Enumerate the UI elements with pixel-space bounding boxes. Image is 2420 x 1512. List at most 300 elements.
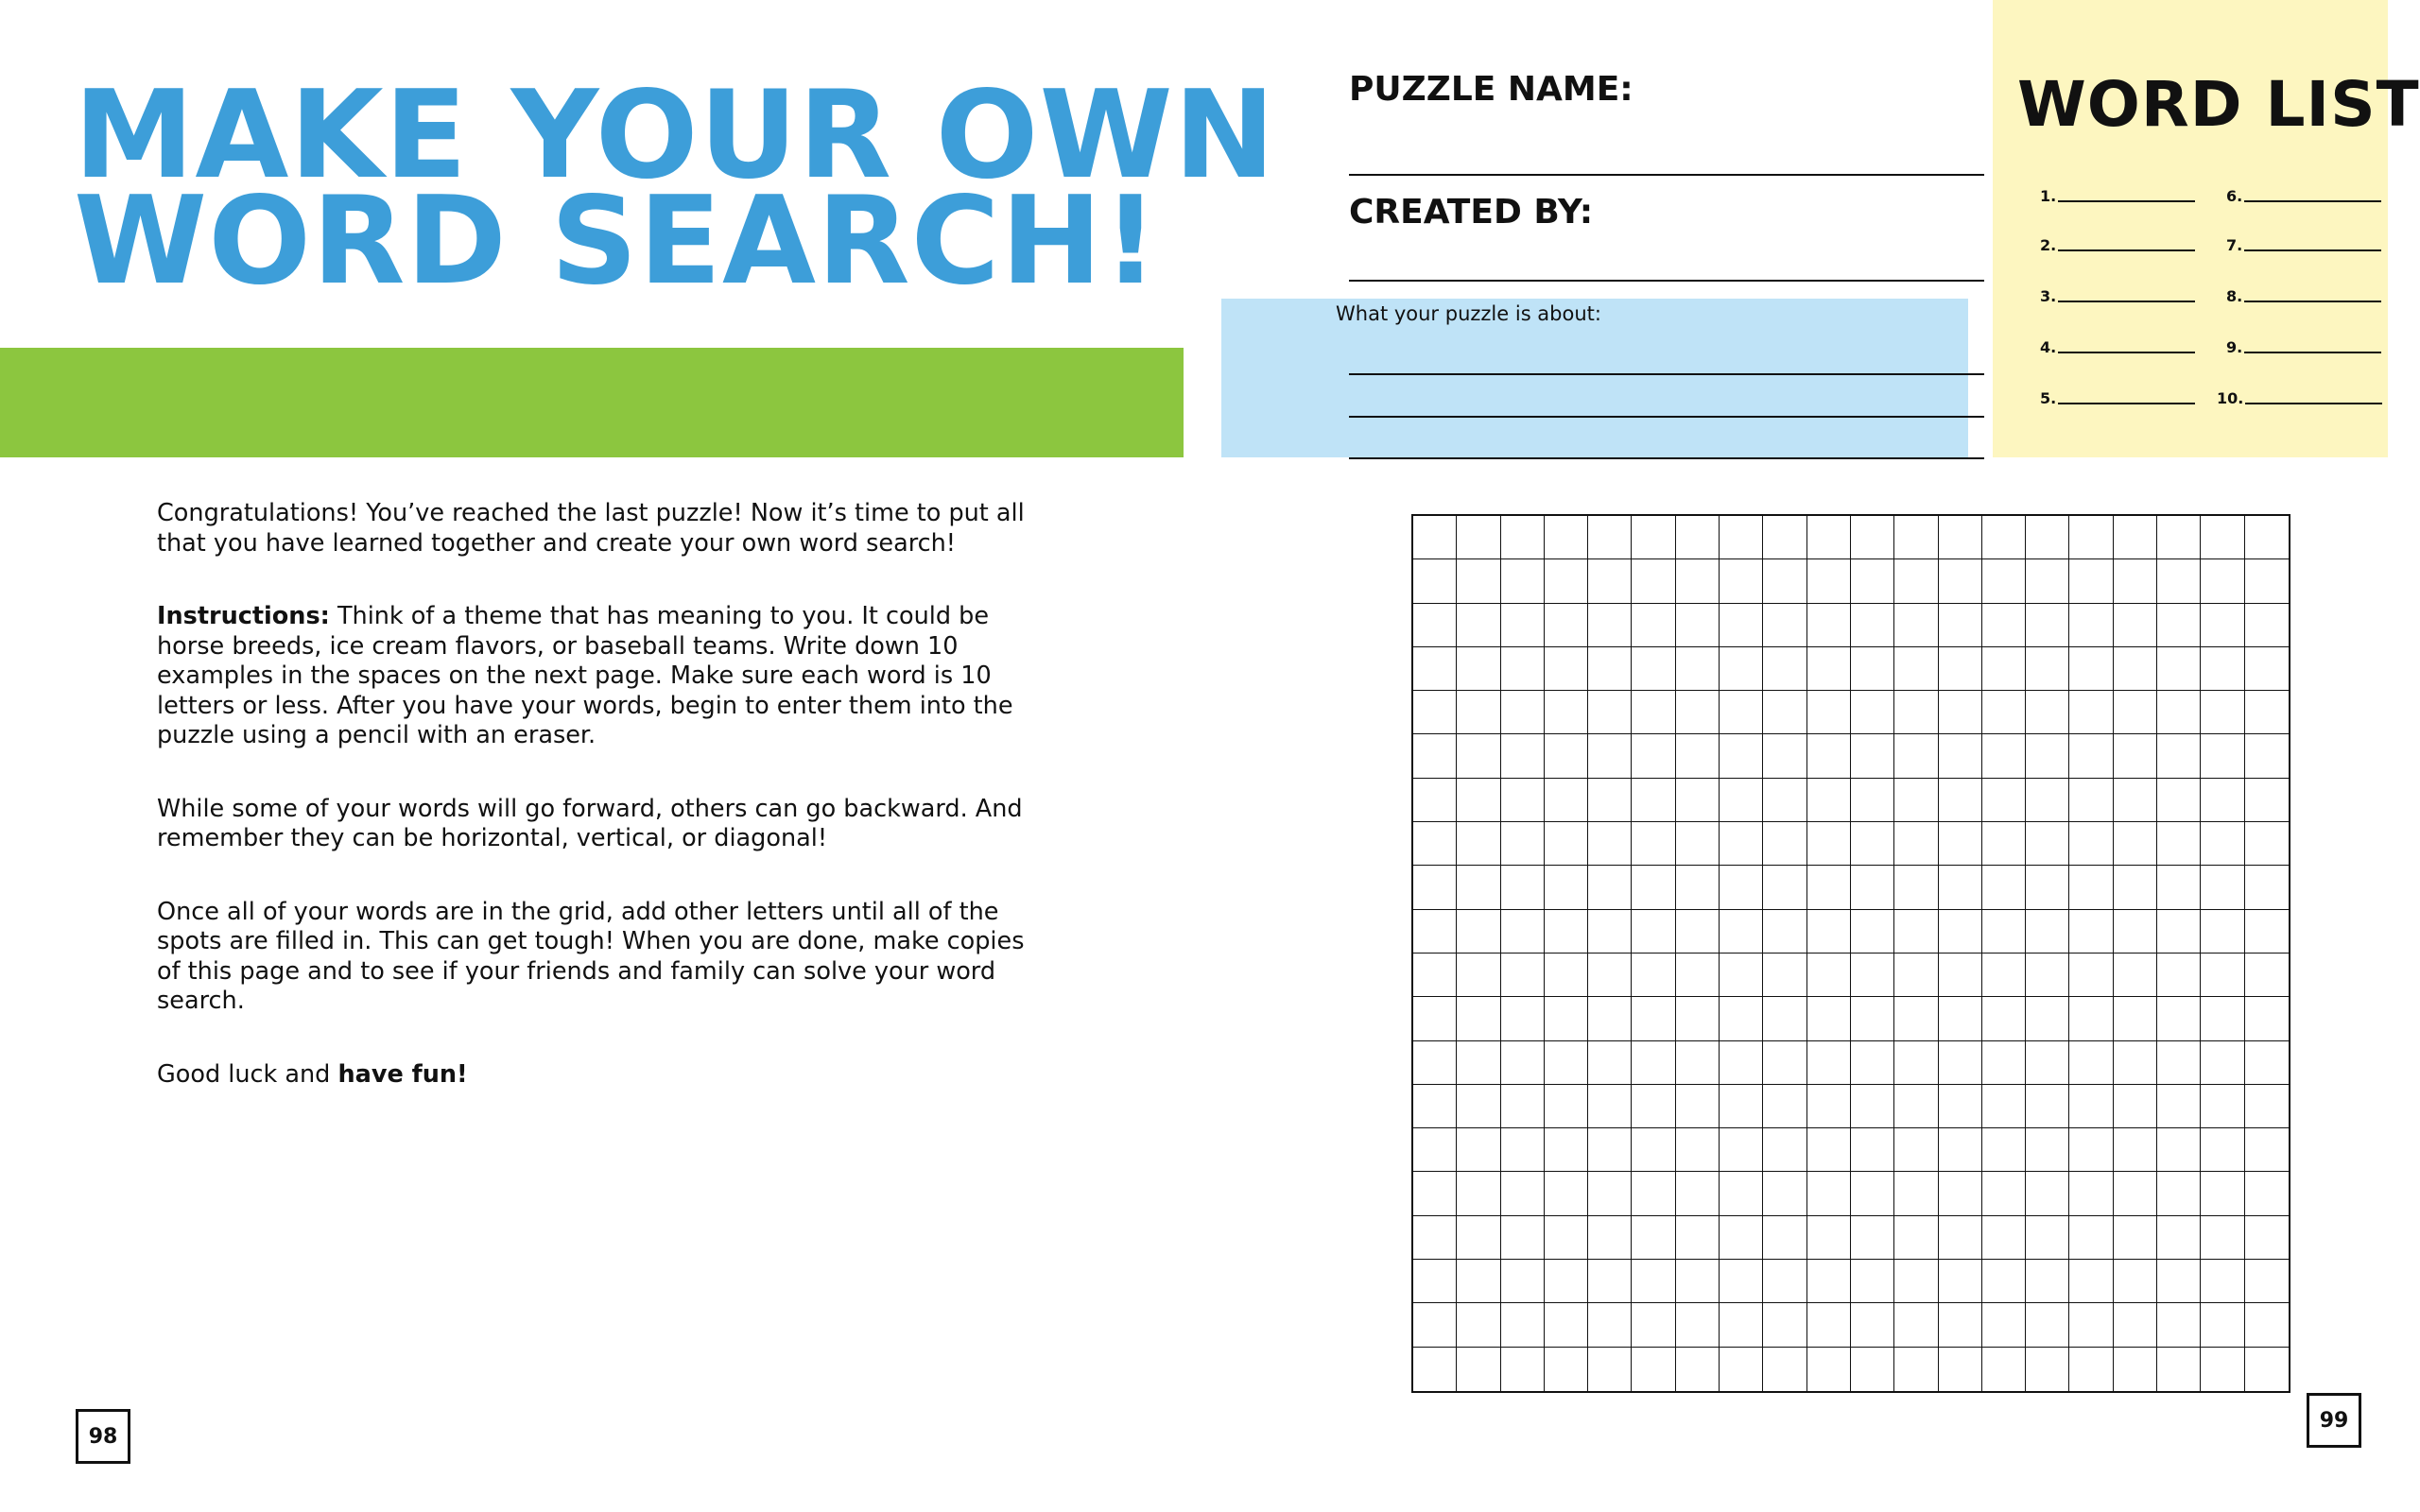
grid-cell[interactable] [1457, 647, 1500, 691]
grid-cell[interactable] [1588, 997, 1632, 1040]
grid-cell[interactable] [1894, 604, 1938, 647]
grid-cell[interactable] [2245, 910, 2289, 954]
grid-cell[interactable] [2026, 1303, 2069, 1347]
grid-cell[interactable] [1720, 1260, 1763, 1303]
grid-cell[interactable] [1545, 779, 1588, 822]
grid-cell[interactable] [2157, 1216, 2201, 1260]
grid-cell[interactable] [1939, 559, 1982, 603]
grid-cell[interactable] [1720, 910, 1763, 954]
grid-cell[interactable] [2069, 691, 2113, 734]
grid-cell[interactable] [2026, 954, 2069, 997]
grid-cell[interactable] [1457, 779, 1500, 822]
grid-cell[interactable] [2201, 647, 2244, 691]
grid-cell[interactable] [1939, 997, 1982, 1040]
grid-cell[interactable] [1807, 822, 1851, 866]
grid-cell[interactable] [1851, 1128, 1894, 1172]
grid-cell[interactable] [1807, 559, 1851, 603]
grid-cell[interactable] [1982, 910, 2026, 954]
grid-cell[interactable] [1501, 647, 1545, 691]
grid-cell[interactable] [1982, 1216, 2026, 1260]
grid-cell[interactable] [2114, 1303, 2157, 1347]
grid-cell[interactable] [1851, 604, 1894, 647]
grid-cell[interactable] [1501, 1041, 1545, 1085]
grid-cell[interactable] [1501, 822, 1545, 866]
grid-cell[interactable] [1676, 604, 1720, 647]
grid-cell[interactable] [1939, 822, 1982, 866]
grid-cell[interactable] [2026, 866, 2069, 909]
word-list-item-7[interactable] [2226, 238, 2381, 253]
grid-cell[interactable] [1588, 1172, 1632, 1215]
grid-cell[interactable] [2245, 1260, 2289, 1303]
grid-cell[interactable] [2201, 1260, 2244, 1303]
grid-cell[interactable] [1501, 1216, 1545, 1260]
word-list-line[interactable] [2058, 301, 2195, 302]
grid-cell[interactable] [1807, 1348, 1851, 1391]
grid-cell[interactable] [1894, 1216, 1938, 1260]
grid-cell[interactable] [1632, 604, 1675, 647]
grid-cell[interactable] [1413, 779, 1457, 822]
grid-cell[interactable] [1545, 1260, 1588, 1303]
grid-cell[interactable] [2069, 822, 2113, 866]
grid-cell[interactable] [2114, 822, 2157, 866]
grid-cell[interactable] [1413, 1303, 1457, 1347]
grid-cell[interactable] [1851, 779, 1894, 822]
grid-cell[interactable] [2026, 1172, 2069, 1215]
grid-cell[interactable] [1501, 1348, 1545, 1391]
grid-cell[interactable] [1501, 559, 1545, 603]
grid-cell[interactable] [1763, 1085, 1806, 1128]
grid-cell[interactable] [1632, 1041, 1675, 1085]
grid-cell[interactable] [1413, 1041, 1457, 1085]
grid-cell[interactable] [1545, 954, 1588, 997]
grid-cell[interactable] [1457, 1172, 1500, 1215]
grid-cell[interactable] [1545, 604, 1588, 647]
grid-cell[interactable] [1501, 1303, 1545, 1347]
grid-cell[interactable] [2157, 1041, 2201, 1085]
grid-cell[interactable] [2201, 997, 2244, 1040]
grid-cell[interactable] [2114, 1216, 2157, 1260]
grid-cell[interactable] [2114, 910, 2157, 954]
grid-cell[interactable] [1763, 516, 1806, 559]
grid-cell[interactable] [2201, 604, 2244, 647]
grid-cell[interactable] [1807, 1216, 1851, 1260]
grid-cell[interactable] [1676, 1260, 1720, 1303]
grid-cell[interactable] [1676, 910, 1720, 954]
word-list-item-10[interactable] [2217, 391, 2382, 406]
grid-cell[interactable] [1894, 1348, 1938, 1391]
grid-cell[interactable] [2069, 997, 2113, 1040]
grid-cell[interactable] [1982, 1041, 2026, 1085]
grid-cell[interactable] [1501, 734, 1545, 778]
grid-cell[interactable] [1982, 516, 2026, 559]
grid-cell[interactable] [1894, 1260, 1938, 1303]
grid-cell[interactable] [2201, 954, 2244, 997]
grid-cell[interactable] [2069, 559, 2113, 603]
grid-cell[interactable] [1851, 822, 1894, 866]
grid-cell[interactable] [1588, 604, 1632, 647]
grid-cell[interactable] [1982, 1085, 2026, 1128]
grid-cell[interactable] [1807, 516, 1851, 559]
grid-cell[interactable] [1894, 1303, 1938, 1347]
grid-cell[interactable] [1588, 647, 1632, 691]
word-list-line[interactable] [2244, 301, 2381, 302]
grid-cell[interactable] [2245, 997, 2289, 1040]
grid-cell[interactable] [1457, 822, 1500, 866]
grid-cell[interactable] [1588, 1085, 1632, 1128]
grid-cell[interactable] [2201, 1128, 2244, 1172]
grid-cell[interactable] [1545, 647, 1588, 691]
grid-cell[interactable] [1807, 866, 1851, 909]
grid-cell[interactable] [1413, 997, 1457, 1040]
grid-cell[interactable] [1763, 734, 1806, 778]
grid-cell[interactable] [1413, 1085, 1457, 1128]
grid-cell[interactable] [2069, 604, 2113, 647]
grid-cell[interactable] [2245, 1216, 2289, 1260]
word-list-line[interactable] [2058, 403, 2195, 404]
grid-cell[interactable] [1851, 997, 1894, 1040]
grid-cell[interactable] [2069, 866, 2113, 909]
grid-cell[interactable] [1763, 1172, 1806, 1215]
grid-cell[interactable] [1807, 954, 1851, 997]
grid-cell[interactable] [1763, 559, 1806, 603]
grid-cell[interactable] [1807, 734, 1851, 778]
grid-cell[interactable] [1632, 1085, 1675, 1128]
grid-cell[interactable] [1545, 691, 1588, 734]
grid-cell[interactable] [2201, 1041, 2244, 1085]
grid-cell[interactable] [1720, 647, 1763, 691]
grid-cell[interactable] [2069, 734, 2113, 778]
grid-cell[interactable] [1632, 954, 1675, 997]
grid-cell[interactable] [1894, 734, 1938, 778]
grid-cell[interactable] [1501, 954, 1545, 997]
grid-cell[interactable] [1676, 647, 1720, 691]
grid-cell[interactable] [2114, 516, 2157, 559]
grid-cell[interactable] [1457, 691, 1500, 734]
grid-cell[interactable] [1763, 866, 1806, 909]
grid-cell[interactable] [1457, 910, 1500, 954]
grid-cell[interactable] [1588, 1041, 1632, 1085]
grid-cell[interactable] [1413, 604, 1457, 647]
grid-cell[interactable] [1632, 1348, 1675, 1391]
grid-cell[interactable] [2069, 1303, 2113, 1347]
grid-cell[interactable] [1894, 647, 1938, 691]
grid-cell[interactable] [2201, 734, 2244, 778]
grid-cell[interactable] [2245, 1303, 2289, 1347]
grid-cell[interactable] [1982, 691, 2026, 734]
grid-cell[interactable] [2157, 1348, 2201, 1391]
grid-cell[interactable] [2114, 734, 2157, 778]
grid-cell[interactable] [2069, 1041, 2113, 1085]
grid-cell[interactable] [2245, 1128, 2289, 1172]
grid-cell[interactable] [1501, 866, 1545, 909]
grid-cell[interactable] [1632, 516, 1675, 559]
word-list-line[interactable] [2244, 352, 2381, 353]
grid-cell[interactable] [2157, 1260, 2201, 1303]
word-list-item-1[interactable] [2040, 189, 2195, 204]
grid-cell[interactable] [1807, 1260, 1851, 1303]
grid-cell[interactable] [1939, 604, 1982, 647]
grid-cell[interactable] [2201, 691, 2244, 734]
grid-cell[interactable] [1632, 559, 1675, 603]
grid-cell[interactable] [1545, 516, 1588, 559]
grid-cell[interactable] [1676, 559, 1720, 603]
grid-cell[interactable] [1588, 1303, 1632, 1347]
grid-cell[interactable] [1851, 954, 1894, 997]
grid-cell[interactable] [2245, 779, 2289, 822]
grid-cell[interactable] [1501, 1172, 1545, 1215]
grid-cell[interactable] [1545, 997, 1588, 1040]
grid-cell[interactable] [1501, 691, 1545, 734]
word-list-item-3[interactable] [2040, 289, 2195, 304]
grid-cell[interactable] [2157, 779, 2201, 822]
grid-cell[interactable] [1939, 647, 1982, 691]
grid-cell[interactable] [1894, 822, 1938, 866]
grid-cell[interactable] [2026, 822, 2069, 866]
grid-cell[interactable] [1851, 1348, 1894, 1391]
grid-cell[interactable] [1545, 1128, 1588, 1172]
grid-cell[interactable] [2114, 647, 2157, 691]
grid-cell[interactable] [2157, 954, 2201, 997]
grid-cell[interactable] [1632, 691, 1675, 734]
grid-cell[interactable] [1501, 516, 1545, 559]
grid-cell[interactable] [1763, 1216, 1806, 1260]
grid-cell[interactable] [2245, 734, 2289, 778]
puzzle-name-line[interactable] [1349, 174, 1984, 176]
grid-cell[interactable] [1676, 1216, 1720, 1260]
grid-cell[interactable] [1676, 1128, 1720, 1172]
grid-cell[interactable] [1457, 1216, 1500, 1260]
grid-cell[interactable] [1676, 516, 1720, 559]
grid-cell[interactable] [2201, 779, 2244, 822]
grid-cell[interactable] [1763, 1260, 1806, 1303]
grid-cell[interactable] [2157, 822, 2201, 866]
grid-cell[interactable] [1982, 1348, 2026, 1391]
grid-cell[interactable] [2069, 1172, 2113, 1215]
grid-cell[interactable] [1807, 647, 1851, 691]
grid-cell[interactable] [1676, 779, 1720, 822]
grid-cell[interactable] [2157, 559, 2201, 603]
grid-cell[interactable] [2026, 604, 2069, 647]
grid-cell[interactable] [2114, 954, 2157, 997]
grid-cell[interactable] [1763, 691, 1806, 734]
grid-cell[interactable] [1545, 734, 1588, 778]
grid-cell[interactable] [1763, 1348, 1806, 1391]
grid-cell[interactable] [1894, 954, 1938, 997]
grid-cell[interactable] [1545, 1041, 1588, 1085]
grid-cell[interactable] [1501, 779, 1545, 822]
grid-cell[interactable] [1939, 910, 1982, 954]
grid-cell[interactable] [1763, 822, 1806, 866]
grid-cell[interactable] [1632, 866, 1675, 909]
grid-cell[interactable] [2114, 779, 2157, 822]
grid-cell[interactable] [1413, 954, 1457, 997]
grid-cell[interactable] [1457, 604, 1500, 647]
grid-cell[interactable] [1676, 1348, 1720, 1391]
grid-cell[interactable] [1807, 910, 1851, 954]
grid-cell[interactable] [1413, 910, 1457, 954]
grid-cell[interactable] [2201, 559, 2244, 603]
grid-cell[interactable] [1588, 910, 1632, 954]
grid-cell[interactable] [1588, 559, 1632, 603]
grid-cell[interactable] [1588, 734, 1632, 778]
grid-cell[interactable] [1676, 822, 1720, 866]
grid-cell[interactable] [2245, 516, 2289, 559]
created-by-line[interactable] [1349, 280, 1984, 282]
grid-cell[interactable] [1851, 910, 1894, 954]
grid-cell[interactable] [1676, 954, 1720, 997]
word-list-line[interactable] [2244, 200, 2381, 202]
word-list-item-2[interactable] [2040, 238, 2195, 253]
grid-cell[interactable] [1939, 1348, 1982, 1391]
grid-cell[interactable] [1763, 1041, 1806, 1085]
grid-cell[interactable] [2026, 559, 2069, 603]
grid-cell[interactable] [1982, 1172, 2026, 1215]
word-list-item-6[interactable] [2226, 189, 2381, 204]
grid-cell[interactable] [1939, 866, 1982, 909]
grid-cell[interactable] [1807, 997, 1851, 1040]
grid-cell[interactable] [2245, 1172, 2289, 1215]
grid-cell[interactable] [2157, 734, 2201, 778]
grid-cell[interactable] [1720, 516, 1763, 559]
grid-cell[interactable] [1939, 691, 1982, 734]
grid-cell[interactable] [1807, 1172, 1851, 1215]
grid-cell[interactable] [1632, 779, 1675, 822]
grid-cell[interactable] [2245, 954, 2289, 997]
grid-cell[interactable] [1632, 734, 1675, 778]
grid-cell[interactable] [2157, 997, 2201, 1040]
grid-cell[interactable] [1588, 954, 1632, 997]
grid-cell[interactable] [1588, 1216, 1632, 1260]
grid-cell[interactable] [1501, 1260, 1545, 1303]
grid-cell[interactable] [1720, 954, 1763, 997]
grid-cell[interactable] [1501, 1128, 1545, 1172]
grid-cell[interactable] [1939, 1128, 1982, 1172]
grid-cell[interactable] [2026, 779, 2069, 822]
grid-cell[interactable] [2201, 1348, 2244, 1391]
grid-cell[interactable] [1632, 1128, 1675, 1172]
grid-cell[interactable] [1545, 1172, 1588, 1215]
grid-cell[interactable] [1545, 1348, 1588, 1391]
grid-cell[interactable] [1982, 604, 2026, 647]
grid-cell[interactable] [2114, 604, 2157, 647]
grid-cell[interactable] [2026, 1348, 2069, 1391]
grid-cell[interactable] [1851, 559, 1894, 603]
grid-cell[interactable] [1457, 1128, 1500, 1172]
grid-cell[interactable] [1413, 647, 1457, 691]
grid-cell[interactable] [1763, 604, 1806, 647]
grid-cell[interactable] [2026, 647, 2069, 691]
grid-cell[interactable] [2069, 1348, 2113, 1391]
grid-cell[interactable] [1763, 779, 1806, 822]
grid-cell[interactable] [1588, 691, 1632, 734]
grid-cell[interactable] [2069, 1128, 2113, 1172]
grid-cell[interactable] [1894, 559, 1938, 603]
grid-cell[interactable] [1457, 1085, 1500, 1128]
grid-cell[interactable] [1807, 779, 1851, 822]
grid-cell[interactable] [1982, 997, 2026, 1040]
grid-cell[interactable] [2157, 691, 2201, 734]
grid-cell[interactable] [1982, 559, 2026, 603]
grid-cell[interactable] [1720, 604, 1763, 647]
grid-cell[interactable] [2114, 691, 2157, 734]
grid-cell[interactable] [1413, 1128, 1457, 1172]
grid-cell[interactable] [2026, 516, 2069, 559]
grid-cell[interactable] [1939, 516, 1982, 559]
grid-cell[interactable] [1676, 734, 1720, 778]
grid-cell[interactable] [1763, 997, 1806, 1040]
grid-cell[interactable] [2114, 997, 2157, 1040]
grid-cell[interactable] [2069, 647, 2113, 691]
grid-cell[interactable] [2201, 516, 2244, 559]
grid-cell[interactable] [1413, 866, 1457, 909]
word-list-item-9[interactable] [2226, 340, 2381, 355]
grid-cell[interactable] [2157, 1085, 2201, 1128]
grid-cell[interactable] [1588, 779, 1632, 822]
grid-cell[interactable] [1632, 1216, 1675, 1260]
grid-cell[interactable] [1676, 997, 1720, 1040]
about-line-3[interactable] [1349, 457, 1984, 459]
grid-cell[interactable] [1720, 779, 1763, 822]
grid-cell[interactable] [1457, 1041, 1500, 1085]
grid-cell[interactable] [1939, 1303, 1982, 1347]
grid-cell[interactable] [1588, 1348, 1632, 1391]
grid-cell[interactable] [1807, 1041, 1851, 1085]
word-list-line[interactable] [2058, 249, 2195, 251]
grid-cell[interactable] [1851, 1172, 1894, 1215]
grid-cell[interactable] [2114, 866, 2157, 909]
grid-cell[interactable] [1982, 647, 2026, 691]
grid-cell[interactable] [1720, 997, 1763, 1040]
grid-cell[interactable] [1545, 1085, 1588, 1128]
grid-cell[interactable] [1939, 734, 1982, 778]
grid-cell[interactable] [2201, 1303, 2244, 1347]
grid-cell[interactable] [2201, 1085, 2244, 1128]
grid-cell[interactable] [1807, 691, 1851, 734]
grid-cell[interactable] [1676, 1172, 1720, 1215]
grid-cell[interactable] [2114, 1260, 2157, 1303]
grid-cell[interactable] [1413, 1216, 1457, 1260]
grid-cell[interactable] [1676, 1041, 1720, 1085]
grid-cell[interactable] [2026, 997, 2069, 1040]
grid-cell[interactable] [1894, 1128, 1938, 1172]
grid-cell[interactable] [1807, 604, 1851, 647]
word-list-line[interactable] [2245, 403, 2382, 404]
grid-cell[interactable] [2245, 866, 2289, 909]
grid-cell[interactable] [1851, 1303, 1894, 1347]
grid-cell[interactable] [2026, 1085, 2069, 1128]
grid-cell[interactable] [1851, 866, 1894, 909]
grid-cell[interactable] [1413, 1348, 1457, 1391]
grid-cell[interactable] [1457, 866, 1500, 909]
grid-cell[interactable] [1894, 910, 1938, 954]
grid-cell[interactable] [2157, 866, 2201, 909]
grid-cell[interactable] [1413, 822, 1457, 866]
grid-cell[interactable] [2069, 779, 2113, 822]
grid-cell[interactable] [2114, 1041, 2157, 1085]
grid-cell[interactable] [1501, 910, 1545, 954]
word-list-item-5[interactable] [2040, 391, 2195, 406]
grid-cell[interactable] [1545, 559, 1588, 603]
grid-cell[interactable] [1545, 1216, 1588, 1260]
grid-cell[interactable] [1851, 1216, 1894, 1260]
grid-cell[interactable] [1807, 1128, 1851, 1172]
grid-cell[interactable] [2026, 1128, 2069, 1172]
grid-cell[interactable] [1720, 1216, 1763, 1260]
grid-cell[interactable] [1676, 1085, 1720, 1128]
grid-cell[interactable] [1588, 822, 1632, 866]
word-list-line[interactable] [2244, 249, 2381, 251]
grid-cell[interactable] [2157, 910, 2201, 954]
